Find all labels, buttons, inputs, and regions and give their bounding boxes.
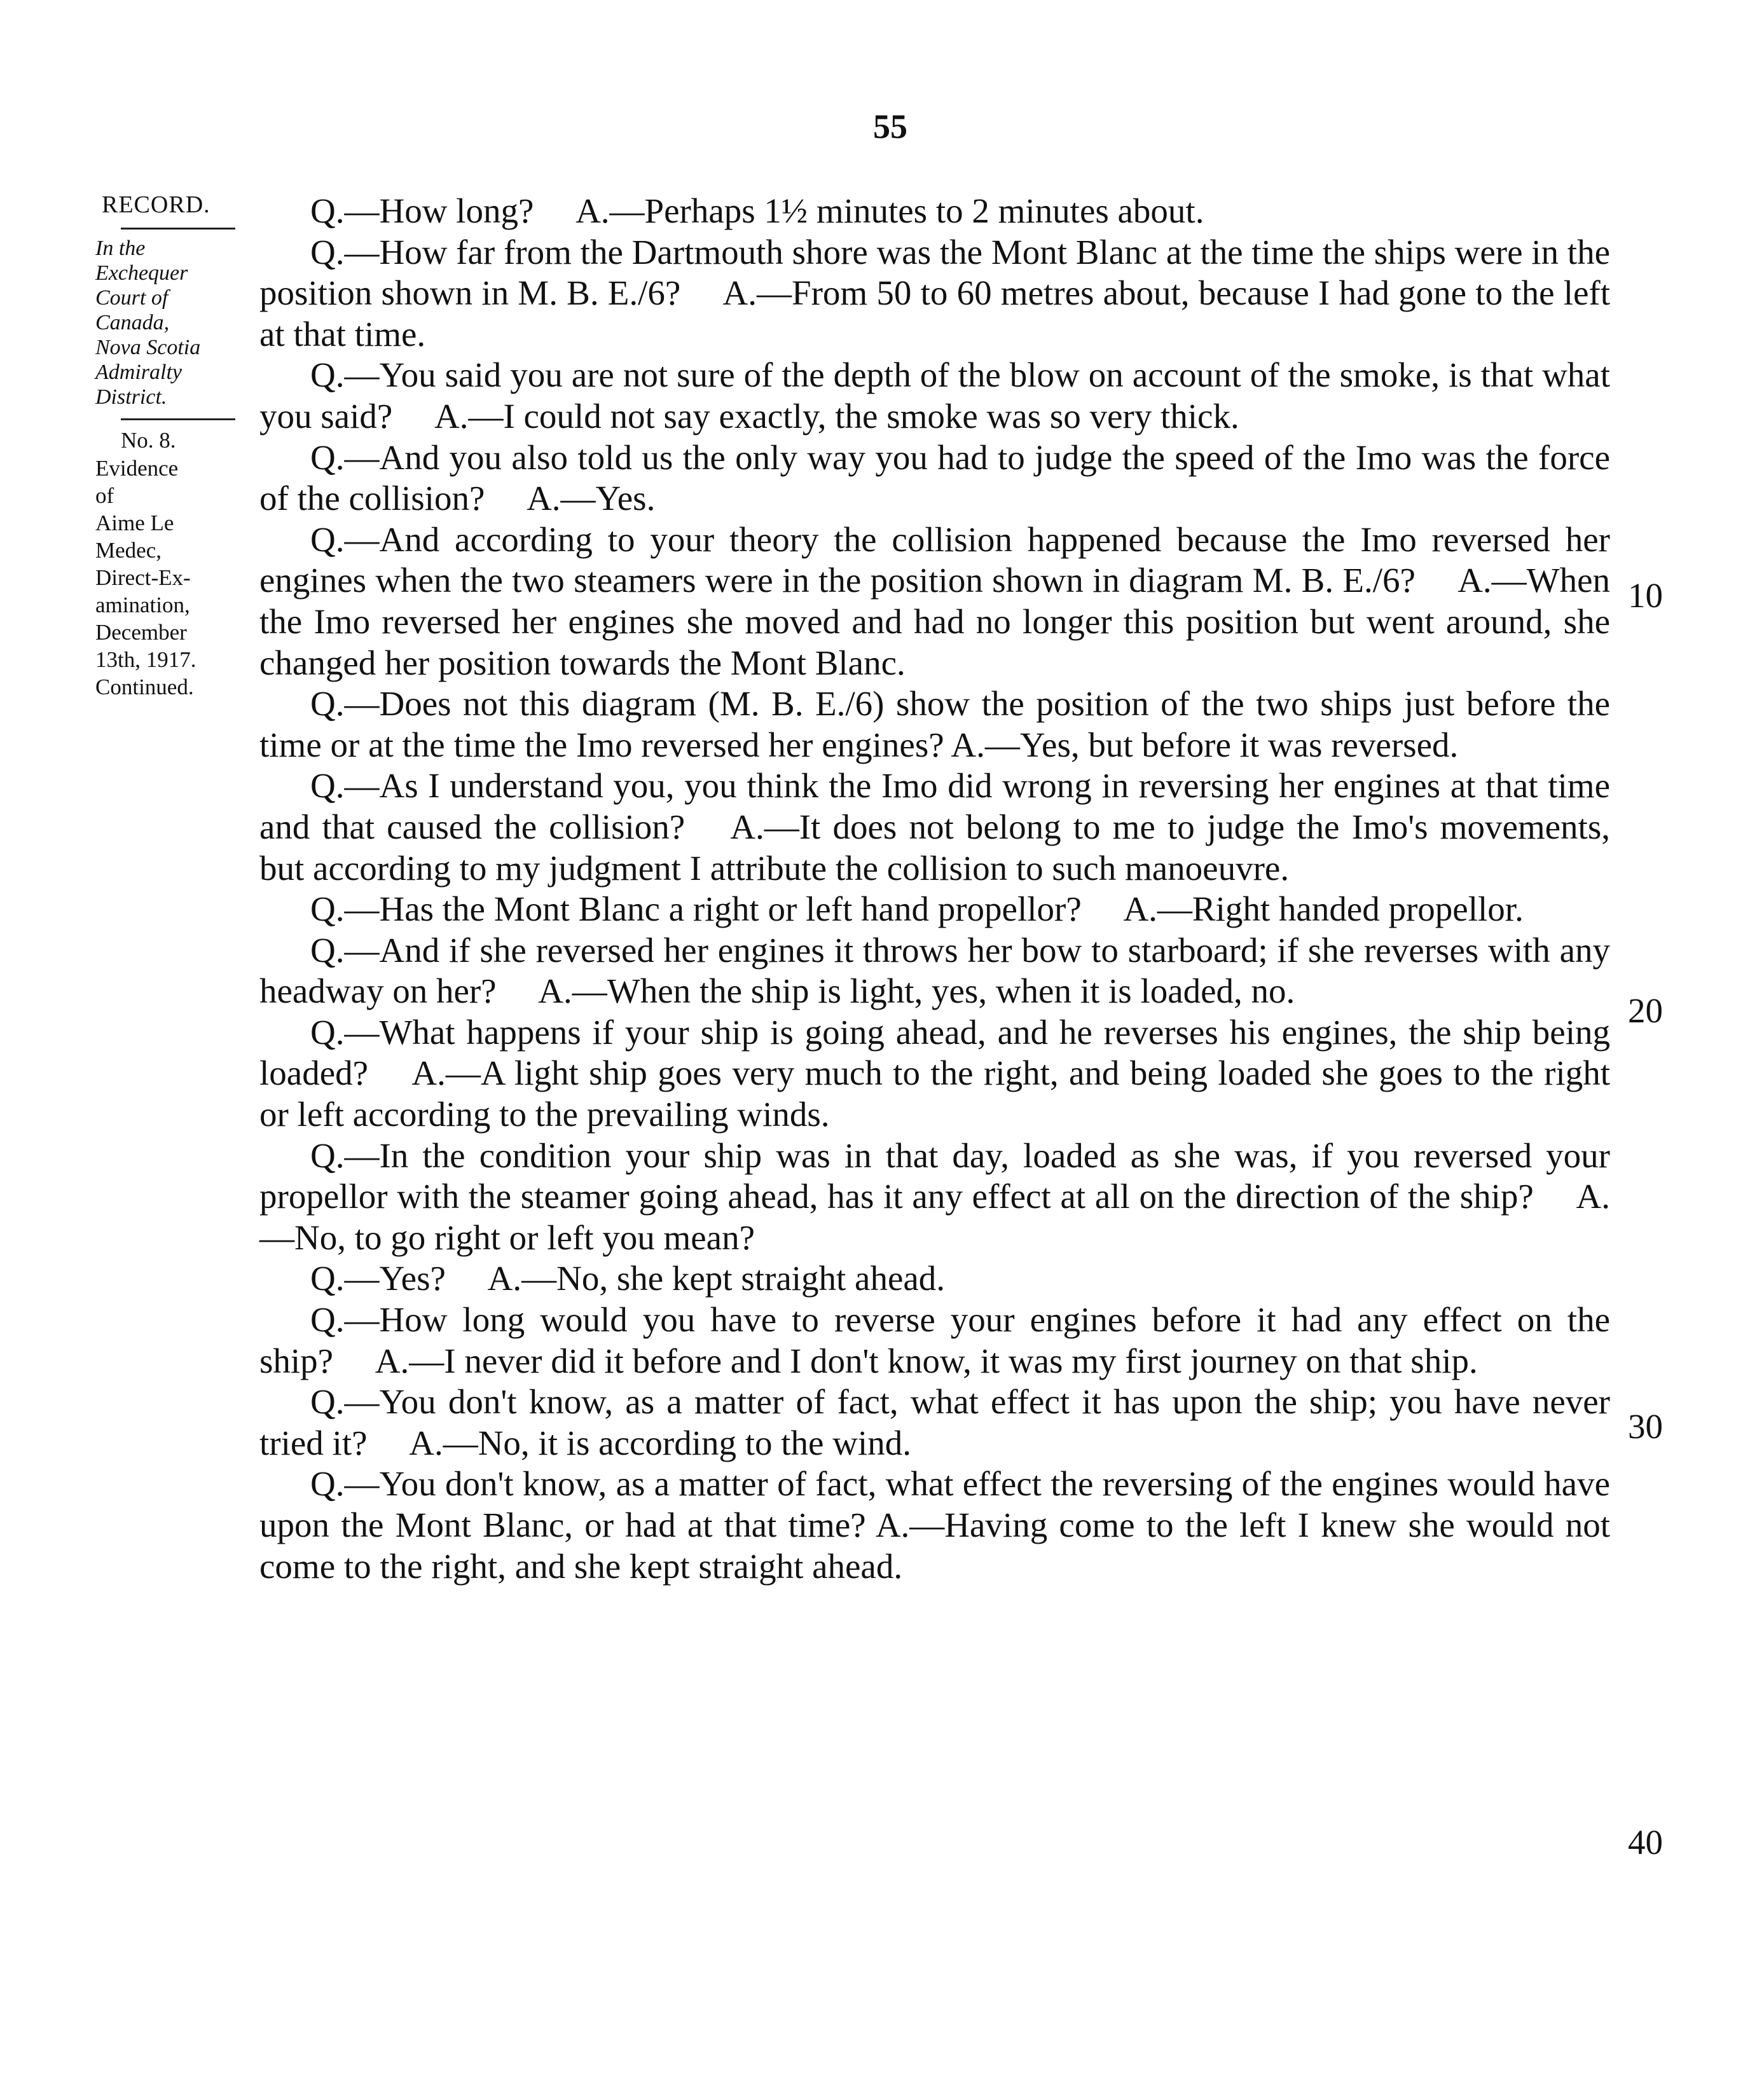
record-label: RECORD. (102, 191, 210, 218)
court-line: Exchequer (95, 261, 188, 285)
page-number: 55 (873, 107, 907, 146)
testimony-paragraph: Q.—How far from the Dartmouth shore was the Mont Blanc at the time the ships were in the position shown in M. B. E./6? A.—From 50 to 60 metres about, because I had gone to the left at that time. (259, 232, 1610, 353)
testimony-paragraph: Q.—As I understand you, you think the Imo did wrong in reversing her engines at that time and that caused the collision? A.—It does not belong to me to judge the Imo's movements, but according to my judgment I attribute the collision to such manoeuvre. (259, 766, 1610, 888)
testimony-paragraph: Q.—How long would you have to reverse your engines before it had any effect on the ship? A.—I never did it before and I don't know, it was my first journey on that ship. (259, 1300, 1610, 1380)
line-number-marker: 10 (1628, 576, 1663, 615)
testimony-paragraph: Q.—How long? A.—Perhaps 1½ minutes to 2 minutes about. (310, 191, 1204, 230)
line-number-marker: 40 (1628, 1823, 1663, 1862)
margin-divider (121, 228, 235, 230)
evidence-line: 13th, 1917. (95, 647, 196, 672)
evidence-line: Direct-Ex- (95, 565, 191, 590)
court-line: Admiralty (95, 360, 182, 384)
testimony-paragraph: Q.—What happens if your ship is going ahead, and he reverses his engines, the ship being loaded? A.—A light ship goes very much to the right, and being loaded she goes to the right or left according to the prevailing winds. (259, 1012, 1610, 1134)
evidence-line: Continued. (95, 675, 194, 699)
testimony-paragraph: Q.—And according to your theory the collision happened because the Imo reversed her engines when the two steamers were in the position shown in diagram M. B. E./6? A.—When the Imo reversed her engines she moved and had no longer this position but went around, she changed her position towards the Mont Blanc. (259, 519, 1610, 682)
evidence-line: amination, (95, 593, 190, 617)
testimony-paragraph: Q.—You said you are not sure of the depth of the blow on account of the smoke, is that what you said? A.—I could not say exactly, the smoke was so very thick. (259, 355, 1610, 436)
court-line: Court of (95, 286, 169, 310)
evidence-note (95, 455, 254, 701)
testimony-paragraph: Q.—In the condition your ship was in that day, loaded as she was, if you reversed your propellor with the steamer going ahead, has it any effect at all on the direction of the ship? A.—No, to go right or left you mean? (259, 1136, 1610, 1257)
testimony-paragraph: Q.—Has the Mont Blanc a right or left hand propellor? A.—Right handed propellor. (310, 889, 1524, 929)
testimony-text (259, 191, 1610, 1587)
evidence-line: Evidence (95, 456, 179, 481)
evidence-line: of (95, 483, 114, 508)
testimony-paragraph: Q.—And if she reversed her engines it throws her bow to starboard; if she reverses with any headway on her? A.—When the ship is light, yes, when it is loaded, no. (259, 930, 1610, 1011)
exhibit-number: No. 8. (121, 428, 176, 453)
evidence-line: Aime Le (95, 511, 174, 535)
testimony-paragraph: Q.—You don't know, as a matter of fact, what effect it has upon the ship; you have never tried it? A.—No, it is according to the wind. (259, 1382, 1610, 1462)
court-line: In the (95, 237, 146, 260)
court-line: Nova Scotia (95, 336, 201, 359)
line-number-marker: 20 (1628, 991, 1663, 1030)
line-number-marker: 30 (1628, 1407, 1663, 1446)
court-note (95, 236, 254, 409)
testimony-paragraph: Q.—Does not this diagram (M. B. E./6) show the position of the two ships just before the time or at the time the Imo reversed her engines? A.—Yes, but before it was reversed. (259, 684, 1610, 764)
court-line: District. (95, 385, 167, 409)
court-line: Canada, (95, 311, 170, 334)
testimony-paragraph: Q.—Yes? A.—No, she kept straight ahead. (310, 1259, 946, 1298)
evidence-line: December (95, 620, 187, 645)
margin-note (95, 191, 254, 701)
testimony-paragraph: Q.—You don't know, as a matter of fact, what effect the reversing of the engines would have upon the Mont Blanc, or had at that time? A.—Having come to the left I knew she would not come to the right, and she kept straight ahead. (259, 1464, 1610, 1586)
testimony-paragraph: Q.—And you also told us the only way you had to judge the speed of the Imo was the force of the collision? A.—Yes. (259, 437, 1610, 518)
margin-divider (121, 418, 235, 420)
evidence-line: Medec, (95, 538, 162, 563)
